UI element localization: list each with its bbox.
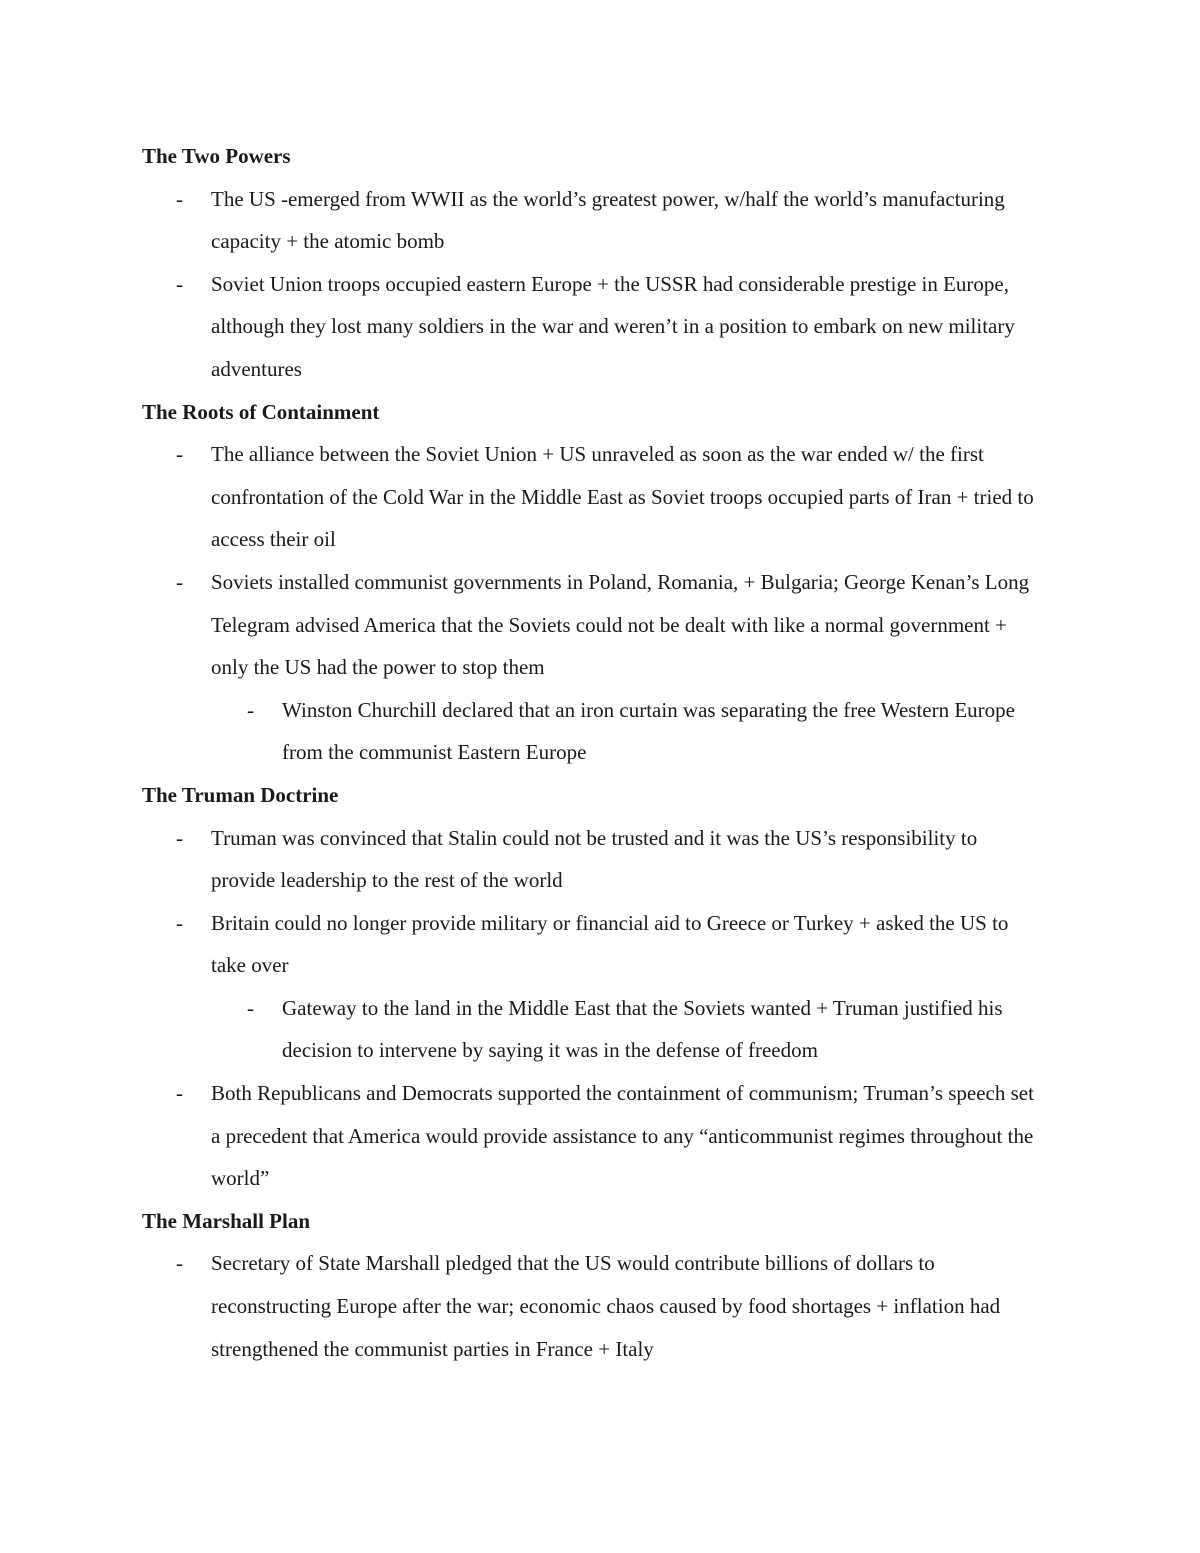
bullet-text: Soviets installed communist governments in Poland, Romania, + Bulgaria; George Kenan’s Long Telegram advised America that the Soviets could not be dealt with like a normal government + only the US had the power to stop them <box>211 569 1030 680</box>
bullet-text: Soviet Union troops occupied eastern Europe + the USSR had considerable prestige in Europe, although they lost many soldiers in the war and weren’t in a position to embark on new military adventures <box>211 271 1015 381</box>
bullet-item <box>142 263 1042 391</box>
document-page <box>142 135 1042 1370</box>
bullet-text: Britain could no longer provide military or financial aid to Greece or Turkey + asked the US to take over <box>211 910 1009 978</box>
bullet-dash: - <box>176 442 183 467</box>
bullet-item <box>142 178 1042 263</box>
bullet-item <box>142 817 1042 902</box>
bullet-text: Winston Churchill declared that an iron curtain was separating the free Western Europe from the communist Eastern Europe <box>282 697 1015 765</box>
section-two-powers <box>142 135 1042 391</box>
bullet-text: Gateway to the land in the Middle East that the Soviets wanted + Truman justified his decision to intervene by saying it was in the defense of freedom <box>282 995 1003 1063</box>
bullet-text: Secretary of State Marshall pledged that the US would contribute billions of dollars to reconstructing Europe after the war; economic chaos caused by food shortages + inflation had strengthened the communist parties in France + Italy <box>211 1251 1001 1361</box>
section-marshall-plan <box>142 1200 1042 1370</box>
bullet-text: Both Republicans and Democrats supported the containment of communism; Truman’s speech set a precedent that America would provide assistance to any “anticommunist regimes throughout the world” <box>211 1081 1034 1191</box>
bullet-dash: - <box>176 1081 183 1106</box>
bullet-text: Truman was convinced that Stalin could not be trusted and it was the US’s responsibility to provide leadership to the rest of the world <box>211 825 978 893</box>
bullet-dash: - <box>176 271 183 296</box>
bullet-dash: - <box>176 186 183 211</box>
bullet-item <box>142 433 1042 561</box>
bullet-text: The alliance between the Soviet Union + US unraveled as soon as the war ended w/ the first confrontation of the Cold War in the Middle East as Soviet troops occupied parts of Iran + tried to access their oil <box>211 442 1034 552</box>
bullet-dash: - <box>176 569 183 594</box>
section-heading: The Roots of Containment <box>142 399 380 424</box>
bullet-item <box>142 1072 1042 1200</box>
bullet-item <box>142 902 1042 987</box>
bullet-dash: - <box>176 825 183 850</box>
bullet-item <box>142 561 1042 689</box>
bullet-text: The US -emerged from WWII as the world’s greatest power, w/half the world’s manufacturing capacity + the atomic bomb <box>211 186 1005 254</box>
sub-bullet-item <box>142 689 1042 774</box>
bullet-dash: - <box>176 1251 183 1276</box>
section-roots-of-containment <box>142 391 1042 774</box>
sub-bullet-item <box>142 987 1042 1072</box>
section-heading: The Truman Doctrine <box>142 782 339 807</box>
bullet-dash: - <box>176 910 183 935</box>
section-heading: The Two Powers <box>142 144 291 168</box>
bullet-item <box>142 1242 1042 1370</box>
bullet-dash: - <box>247 697 254 722</box>
bullet-dash: - <box>247 995 254 1020</box>
section-heading: The Marshall Plan <box>142 1208 311 1233</box>
section-truman-doctrine <box>142 774 1042 1200</box>
